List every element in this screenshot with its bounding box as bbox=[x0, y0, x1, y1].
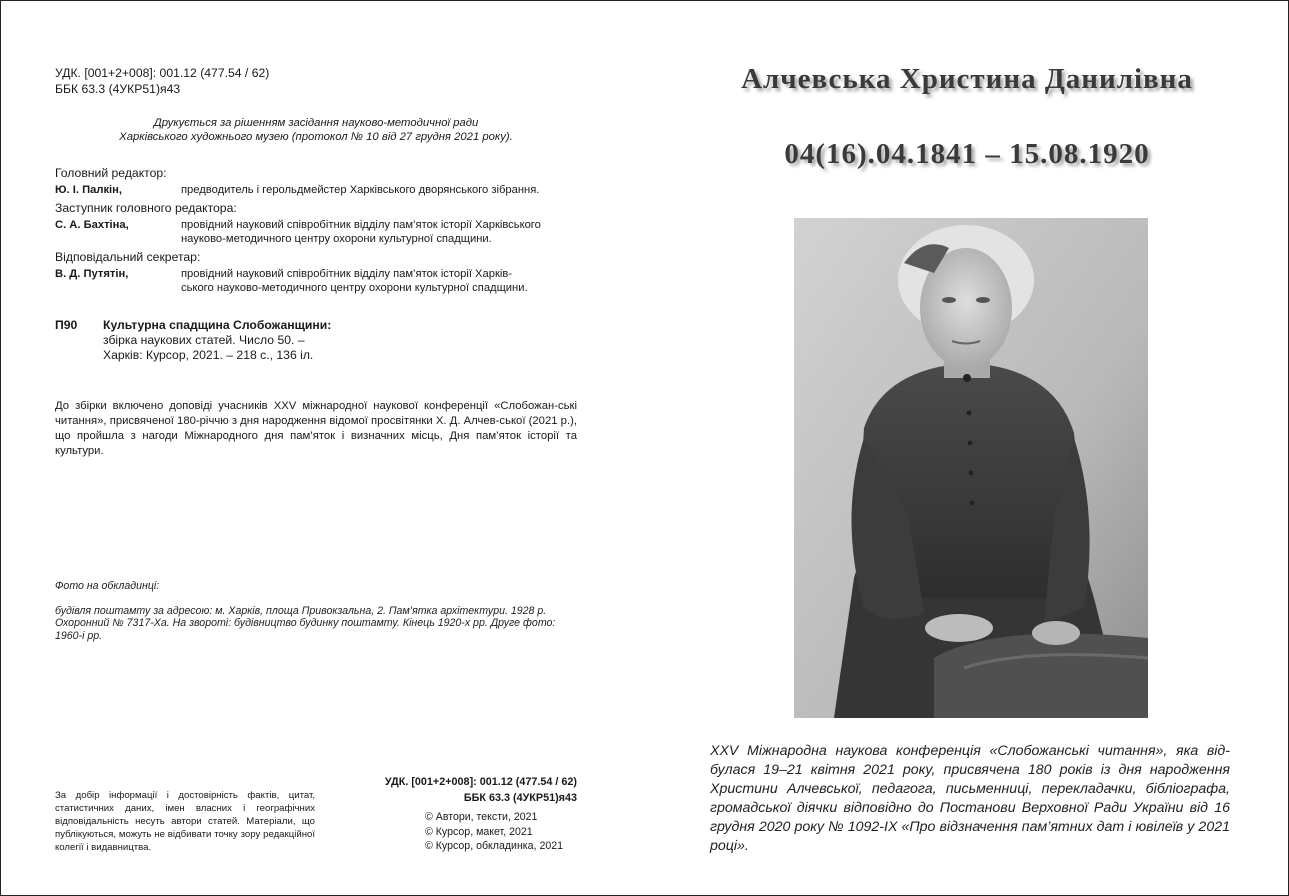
deputy-editor-name: С. А. Бахтіна, bbox=[55, 219, 129, 231]
catalog-code: П90 bbox=[55, 318, 78, 332]
udk-code: УДК. [001+2+008]: 001.12 (477.54 / 62) bbox=[55, 66, 270, 80]
secretary-role: Відповідальний секретар: bbox=[55, 250, 201, 264]
editor-entry bbox=[55, 183, 595, 197]
photo-credit-title: Фото на обкладинці: bbox=[55, 580, 160, 592]
copyright-line: © Курсор, макет, 2021 bbox=[425, 825, 533, 838]
secretary-description bbox=[181, 267, 581, 295]
photo-caption: XXV Міжнародна наукова конференція «Слобожанські читання», яка від-булася 19–21 квітня 2021 року, присвячена 180 років із дня народження Христини Алчевської, педагога, письменниці, перекладачки, бібліографа, громадської діячки відповідно до Постанови Верховної Ради України від 16 грудня 2020 року № 1092-IX «Про відзначення пам’ятних дат і ювілеїв у 2021 році». bbox=[710, 743, 1230, 854]
copyright-line: © Курсор, обкладинка, 2021 bbox=[425, 840, 564, 852]
bbk-code: ББК 63.3 (4УКР51)я43 bbox=[55, 82, 181, 96]
disclaimer: За добір інформації і достовірність фактів, цитат, статистичних даних, імен власних і географічних відповідальність несуть автори статей. Матеріали, що публікуються, можуть не відбивати точку зору редакційної колегії і видавництва. bbox=[55, 790, 315, 853]
portrait-photo bbox=[794, 218, 1148, 718]
deputy-editor-entry bbox=[55, 218, 595, 246]
catalog-line: збірка наукових статей. Число 50. – bbox=[103, 333, 305, 347]
right-page bbox=[646, 1, 1288, 895]
deputy-editor-role: Заступник головного редактора: bbox=[55, 201, 237, 215]
publication-note-line: Друкується за рішенням засідання науково-методичної ради bbox=[153, 117, 479, 129]
imprint-bbk: ББК 63.3 (4УКР51)я43 bbox=[463, 792, 577, 804]
publication-note bbox=[61, 116, 571, 144]
abstract: До збірки включено доповіді учасників XXV міжнародної наукової конференції «Слобожан-ські читання», присвяченої 180-річчю з дня народження відомої просвітянки Х. Д. Алчев-ської (2021 р.), що пройшла з нагоди Міжнародного дня пам’яток і визначних місць, Дня пам’яток історії та культури. bbox=[55, 400, 577, 457]
editor-role: Головний редактор: bbox=[55, 166, 167, 180]
secretary-description-line: провідний науковий співробітник відділу пам’яток історії Харків- bbox=[181, 268, 512, 280]
editor-name: Ю. І. Палкін, bbox=[55, 184, 123, 196]
imprint-udk: УДК. [001+2+008]: 001.12 (477.54 / 62) bbox=[384, 776, 577, 788]
catalog-title: Культурна спадщина Слобожанщини: bbox=[103, 318, 332, 332]
copyright-line: © Автори, тексти, 2021 bbox=[425, 811, 538, 823]
photo-credit-text: будівля поштамту за адресою: м. Харків, площа Привокзальна, 2. Пам’ятка архітектури. 1928 р. Охоронний № 7317-Ха. На звороті: будівництво будинку поштамту. Кінець 1920-х рр. Друге фото: 1960-і рр. bbox=[55, 604, 556, 642]
catalog-body bbox=[103, 318, 331, 363]
portrait-illustration bbox=[794, 218, 1148, 718]
editor-description-line: предводитель і герольдмейстер Харківського дворянського зібрання. bbox=[181, 184, 540, 196]
editor-description bbox=[181, 183, 581, 197]
person-name-title: Алчевська Христина Данилівна bbox=[741, 63, 1193, 95]
left-page bbox=[1, 1, 641, 895]
deputy-editor-description bbox=[181, 218, 581, 246]
secretary-entry bbox=[55, 267, 595, 295]
photo-credit bbox=[55, 580, 577, 642]
catalog-entry bbox=[55, 318, 331, 363]
classification-block bbox=[55, 65, 269, 97]
catalog-line: Харків: Курсор, 2021. – 218 с., 136 іл. bbox=[103, 348, 314, 362]
life-dates-title: 04(16).04.1841 – 15.08.1920 bbox=[784, 138, 1150, 170]
secretary-description-line: ського науково-методичного центру охорони культурної спадщини. bbox=[181, 282, 528, 294]
imprint bbox=[331, 774, 577, 854]
editorial-board bbox=[55, 165, 595, 298]
deputy-editor-description-line: провідний науковий співробітник відділу пам’яток історії Харківського bbox=[181, 219, 541, 231]
deputy-editor-description-line: науково-методичного центру охорони культурної спадщини. bbox=[181, 233, 492, 245]
publication-note-line: Харківського художнього музею (протокол № 10 від 27 грудня 2021 року). bbox=[119, 131, 513, 143]
secretary-name: В. Д. Путятін, bbox=[55, 268, 129, 280]
